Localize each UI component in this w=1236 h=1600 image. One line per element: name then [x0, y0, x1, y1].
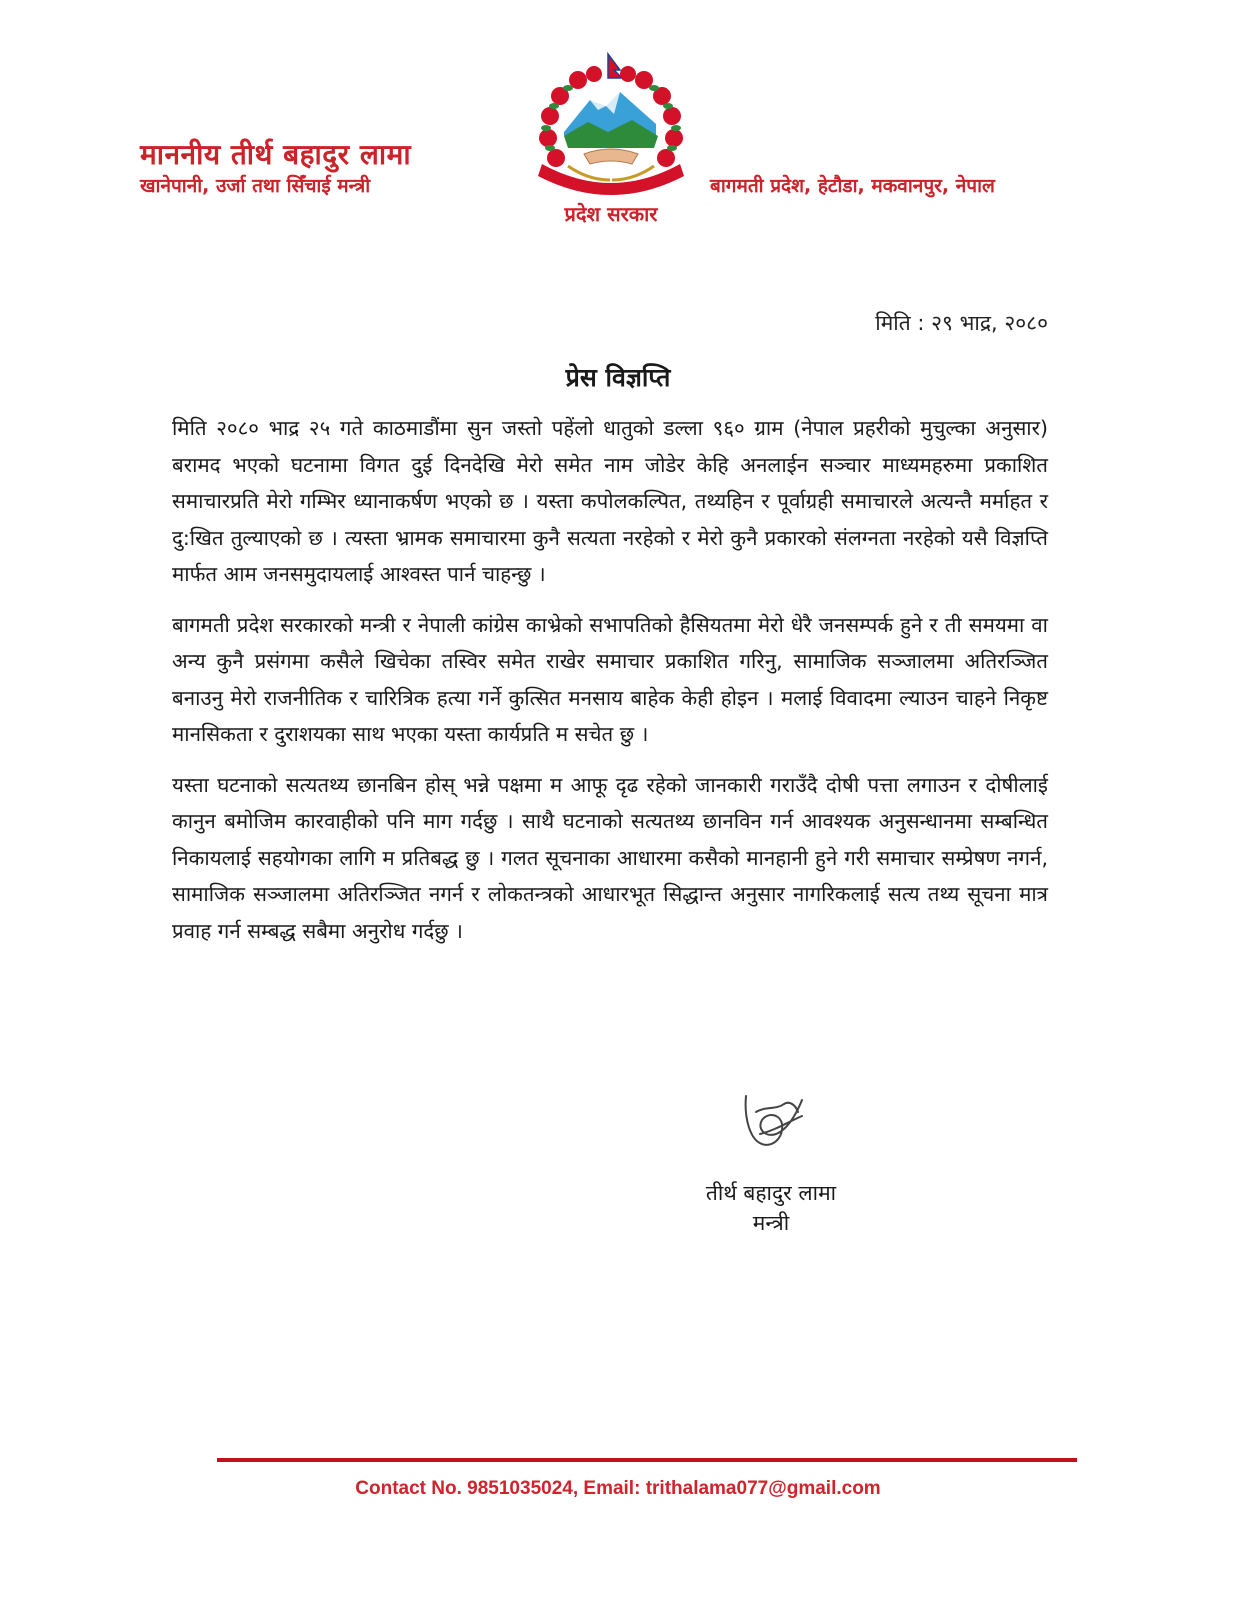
body-paragraph: बागमती प्रदेश सरकारको मन्त्री र नेपाली कांग्रेस काभ्रेको सभापतिको हैसियतमा मेरो धेरै जनसम्पर्क हुने र ती समयमा वा अन्य कुनै प्रसंगमा कसैले खिचेका तस्विर समेत राखेर समाचार प्रकाशित गरिनु, सामाजिक सञ्जालमा अतिरञ्जित बनाउनु मेरो राजनीतिक र चारित्रिक हत्या गर्ने कुत्सित मनसाय बाहेक केही होइन । मलाई विवादमा ल्याउन चाहने निकृष्ट मानसिकता र दुराशयका साथ भएका यस्ता कार्यप्रति म सचेत छु ।	[172, 612, 1048, 746]
signatory-name: तीर्थ बहादुर लामा	[705, 1181, 837, 1205]
document-body	[172, 410, 1048, 963]
signatory-block	[686, 1178, 856, 1238]
nepal-emblem-icon	[528, 52, 694, 202]
document-title: प्रेस विज्ञप्ति	[565, 363, 671, 392]
flag-icon	[608, 54, 622, 78]
emblem	[528, 52, 694, 232]
minister-name-heading: माननीय तीर्थ बहादुर लामा	[140, 138, 412, 171]
letterhead-address: बागमती प्रदेश, हेटौडा, मकवानपुर, नेपाल	[710, 175, 995, 197]
footer-contact: Contact No. 9851035024, Email: trithalama077@gmail.com	[355, 1478, 881, 1499]
footer-divider	[217, 1458, 1077, 1462]
body-paragraph: मिति २०८० भाद्र २५ गते काठमाडौंमा सुन जस्तो पहेंलो धातुको डल्ला ९६० ग्राम (नेपाल प्रहरीको मुचुल्का अनुसार) बरामद भएको घटनामा विगत दुई दिनदेखि मेरो समेत नाम जोडेर केहि अनलाईन सञ्चार माध्यमहरुमा प्रकाशित समाचारप्रति मेरो गम्भिर ध्यानाकर्षण भएको छ । यस्ता कपोलकल्पित, तथ्यहिन र पूर्वाग्रही समाचारले अत्यन्तै मर्माहत र दु:खित तुल्याएको छ । त्यस्ता भ्रामक समाचारमा कुनै सत्यता नरहेको र मेरो कुनै प्रकारको संलग्नता नरहेको यसै विज्ञप्ति मार्फत आम जनसमुदायलाई आश्वस्त पार्न चाहन्छु ।	[172, 416, 1048, 586]
signatory-role: मन्त्री	[752, 1211, 790, 1235]
body-paragraph: यस्ता घटनाको सत्यतथ्य छानबिन होस् भन्ने पक्षमा म आफू दृढ रहेको जानकारी गराउँदै दोषी पत्ता लगाउन र दोषीलाई कानुन बमोजिम कारवाहीको पनि माग गर्दछु । साथै घटनाको सत्यतथ्य छानविन गर्न आवश्यक अनुसन्धानमा सम्बन्धित निकायलाई सहयोगका लागि म प्रतिबद्ध छु । गलत सूचनाका आधारमा कसैको मानहानी हुने गरी समाचार सम्प्रेषण नगर्न, सामाजिक सञ्जालमा अतिरञ्जित नगर्न र लोकतन्त्रको आधारभूत सिद्धान्त अनुसार नागरिकलाई सत्य तथ्य सूचना मात्र प्रवाह गर्न सम्बद्ध सबैमा अनुरोध गर्दछु ।	[172, 772, 1048, 943]
minister-designation: खानेपानी, उर्जा तथा सिँचाई मन्त्री	[140, 175, 371, 197]
letterhead-left	[140, 138, 411, 200]
document-date: मिति : २९ भाद्र, २०८०	[875, 311, 1048, 335]
ribbon-icon	[538, 164, 684, 195]
signature-icon	[732, 1088, 812, 1158]
emblem-caption: प्रदेश सरकार	[564, 202, 658, 226]
